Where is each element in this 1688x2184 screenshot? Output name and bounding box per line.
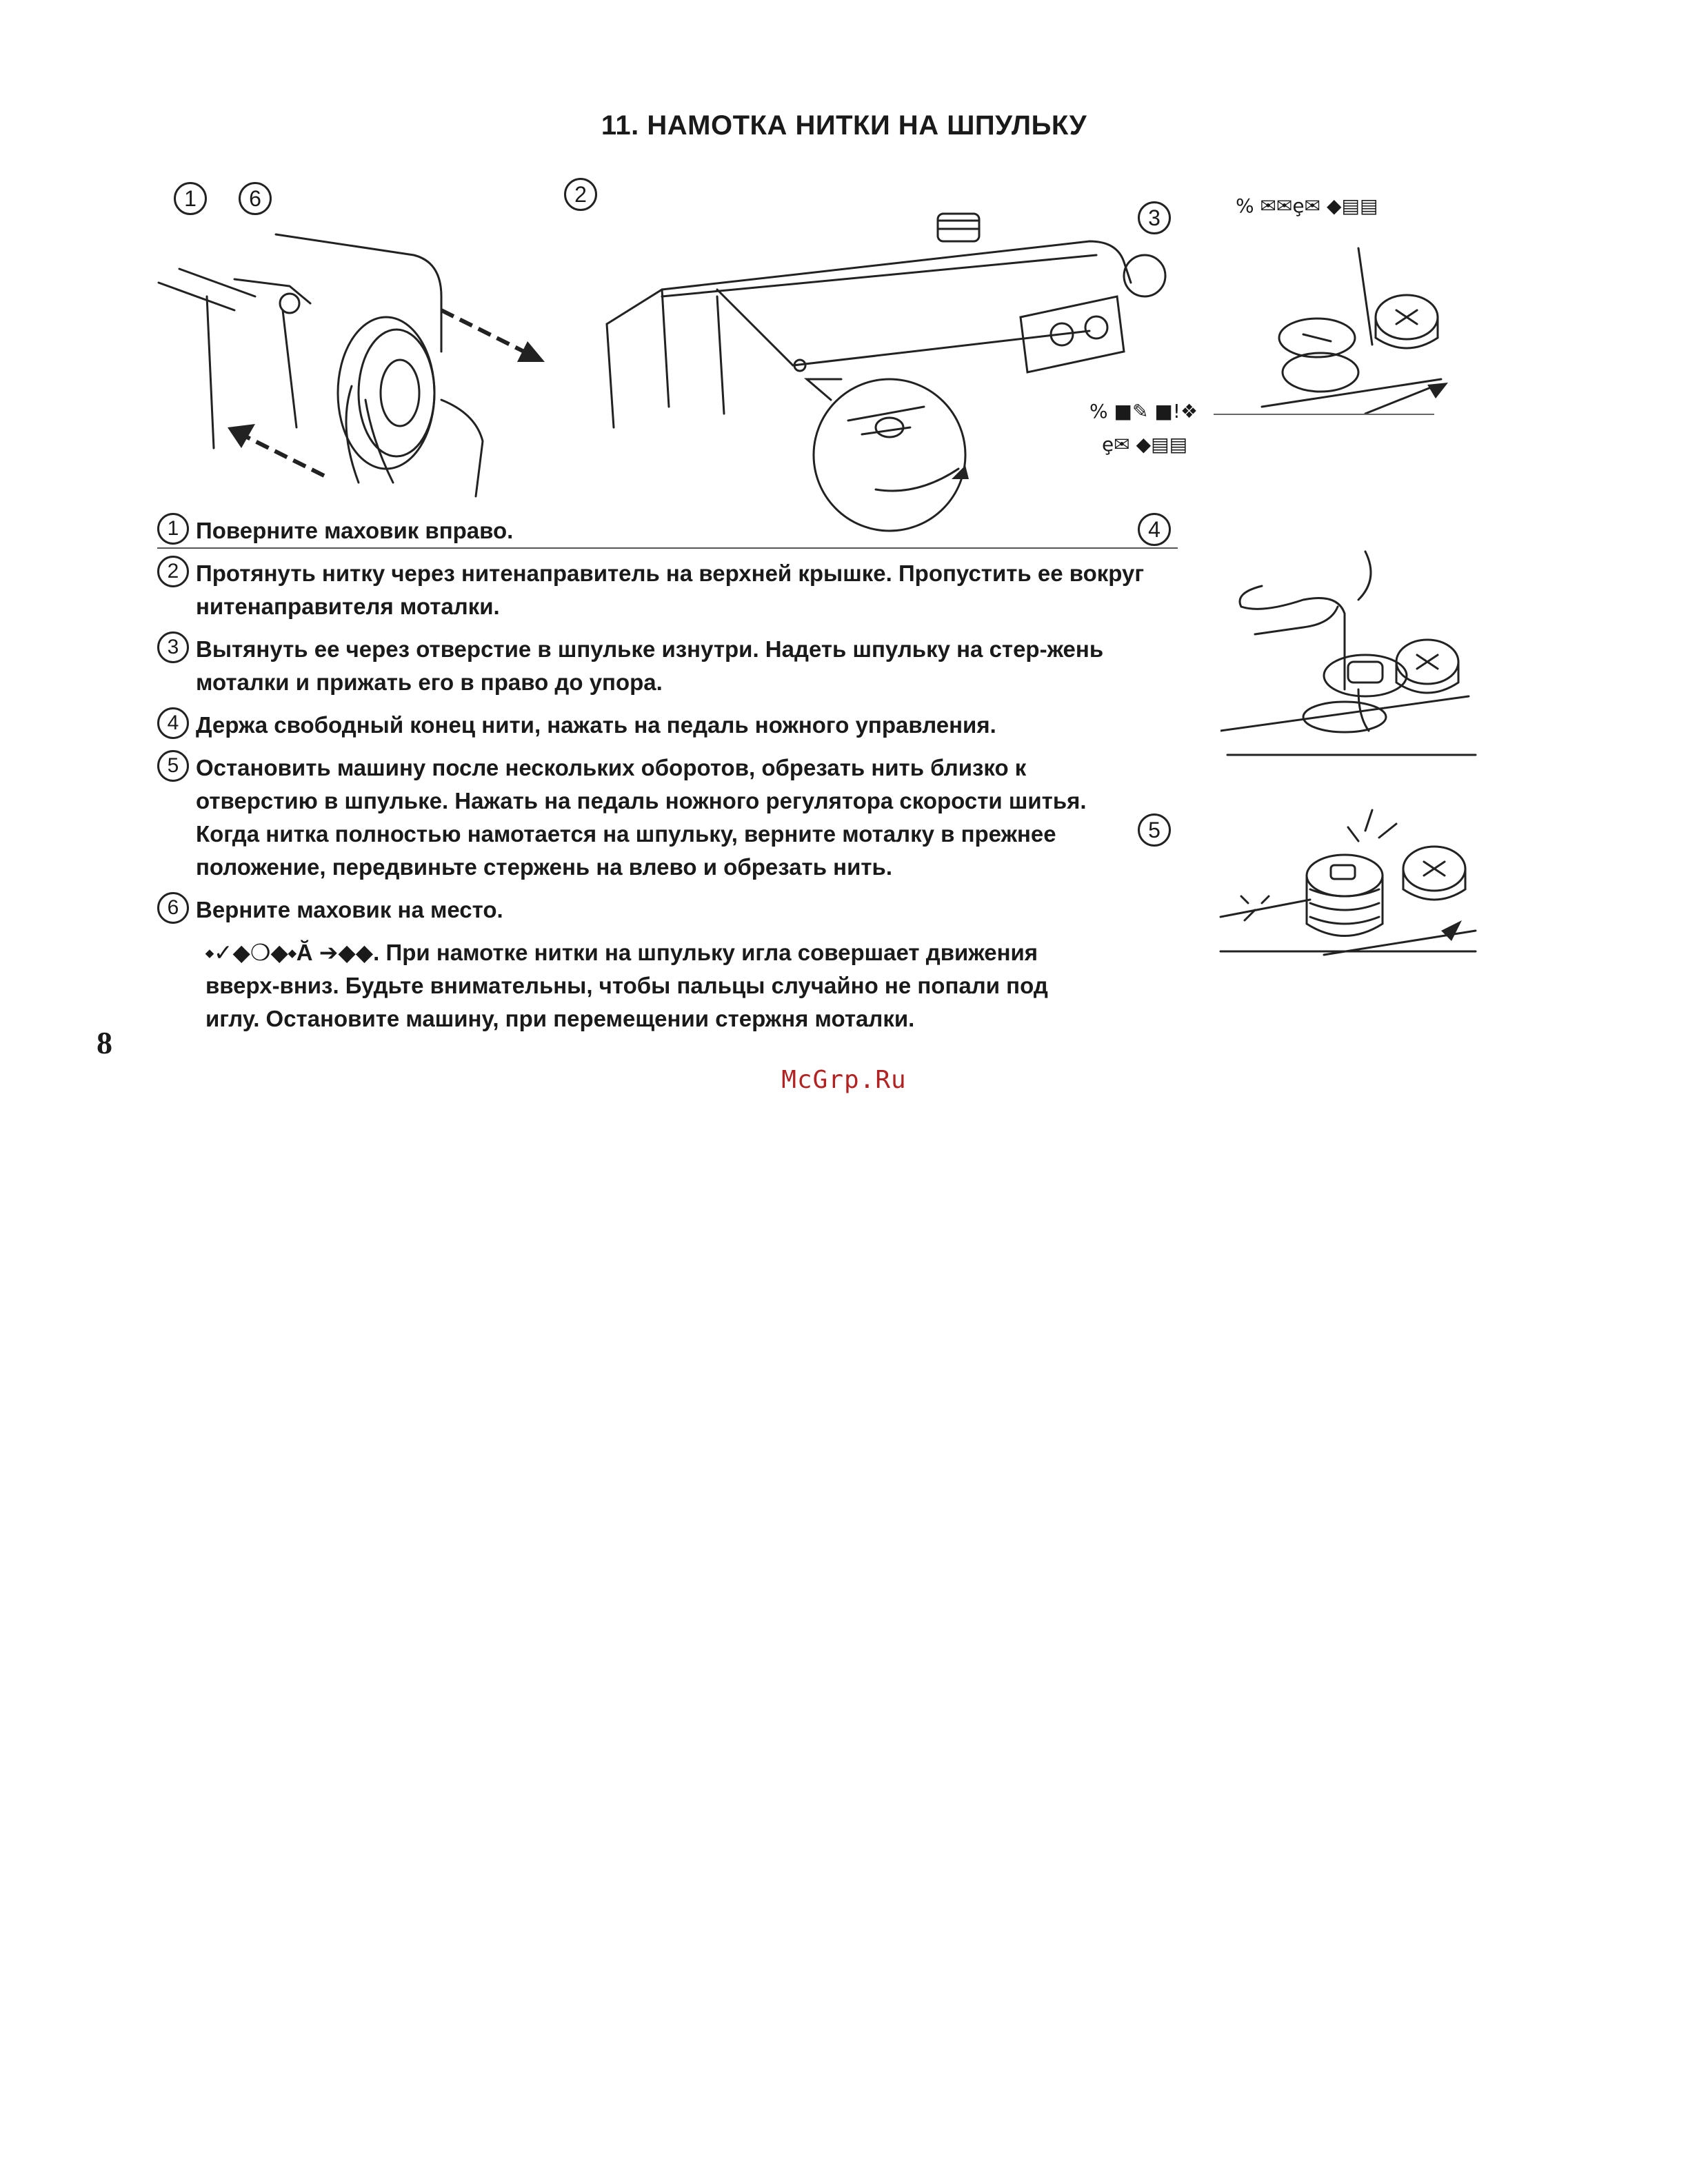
handwheel-illustration <box>152 221 565 524</box>
step-text: Протянуть нитку через нитенаправитель на верхней крышке. Пропустить ее вокруг нитенаправителя моталки. <box>196 560 1145 619</box>
garbled-label-top: % ✉✉ȩ✉ ◆▤▤ <box>1236 194 1378 217</box>
step-number: 3 <box>157 631 189 663</box>
callout-4: 4 <box>1138 513 1171 546</box>
watermark: McGrp.Ru <box>781 1066 907 1094</box>
step-text: Остановить машину после нескольких оборотов, обрезать нить близко к отверстию в шпульке. Нажать на педаль ножного регулятора скорости шитья. Когда нитка полностью намотается на шпульку, верните моталку в прежнее положение, передвиньте стержень на влево и обрезать нить. <box>196 755 1087 880</box>
page-title: 11. НАМОТКА НИТКИ НА ШПУЛЬКУ <box>601 110 1087 141</box>
step-number: 4 <box>157 707 189 739</box>
step-number: 6 <box>157 892 189 924</box>
list-item <box>157 751 1192 884</box>
divider <box>1214 414 1434 415</box>
garbled-label-mid-2: ȩ✉ ◆▤▤ <box>1102 433 1188 456</box>
step-number: 2 <box>157 556 189 587</box>
cut-thread-illustration <box>1214 800 1489 965</box>
callout-2: 2 <box>564 178 597 211</box>
list-item <box>157 709 1192 742</box>
callout-5: 5 <box>1138 813 1171 847</box>
list-item <box>157 557 1192 623</box>
step-number: 1 <box>157 513 189 545</box>
list-item <box>157 514 1192 547</box>
callout-6: 6 <box>239 182 272 215</box>
list-item <box>157 893 1192 927</box>
callout-1: 1 <box>174 182 207 215</box>
thread-guide-illustration <box>593 200 1186 545</box>
instruction-list <box>157 514 1192 1035</box>
hold-thread-illustration <box>1220 538 1483 765</box>
step-text: Поверните маховик вправо. <box>196 518 514 543</box>
garbled-label-mid-1: % ■✎ ■!❖ <box>1089 400 1198 423</box>
page-number: 8 <box>97 1025 112 1060</box>
callout-3: 3 <box>1138 201 1171 234</box>
step-text: Держа свободный конец нити, нажать на педаль ножного управления. <box>196 712 996 738</box>
step-text: Вытянуть ее через отверстие в шпульке изнутри. Надеть шпульку на стер-жень моталки и прижать его в право до упора. <box>196 636 1104 695</box>
bobbin-winder-illustration <box>1255 221 1462 427</box>
step-number: 5 <box>157 750 189 782</box>
warning-note: ⬩✓◆❍◆⬩Ӑ ➔◆◆. При намотке нитки на шпульку игла совершает движения вверх-вниз. Будьте внимательны, чтобы пальцы случайно не попали под иглу. Остановите машину, при перемещении стержня моталки. <box>205 940 1048 1031</box>
list-item <box>157 633 1192 699</box>
step-text: Верните маховик на место. <box>196 897 503 922</box>
